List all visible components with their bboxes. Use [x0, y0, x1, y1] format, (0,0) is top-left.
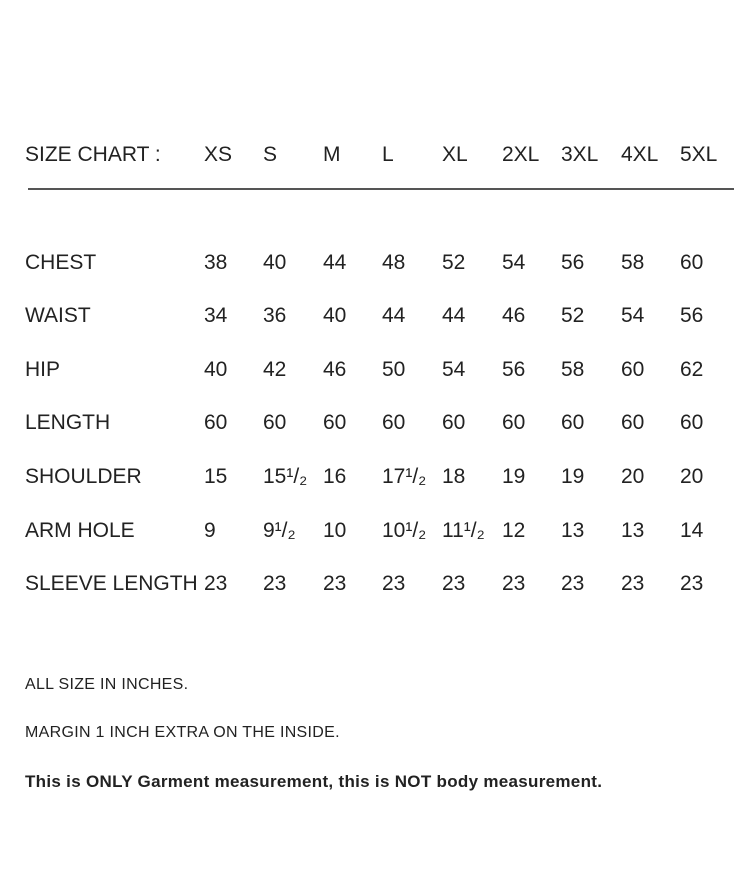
measure-row-arm-hole	[0, 516, 750, 546]
table-cell: 23	[680, 572, 704, 595]
table-cell: 9¹/₂	[263, 519, 296, 542]
table-cell: 16	[323, 465, 347, 488]
table-cell: 44	[442, 304, 466, 327]
size-chart-title: SIZE CHART :	[25, 143, 161, 166]
table-cell: 23	[442, 572, 466, 595]
size-header-4xl: 4XL	[621, 143, 659, 166]
table-cell: 44	[323, 251, 347, 274]
table-cell: 40	[323, 304, 347, 327]
table-cell: 15	[204, 465, 228, 488]
table-cell: 52	[561, 304, 585, 327]
measure-row-hip	[0, 355, 750, 385]
table-cell: 15¹/₂	[263, 465, 308, 488]
table-cell: 54	[621, 304, 645, 327]
table-cell: 50	[382, 358, 406, 381]
table-cell: 14	[680, 519, 704, 542]
table-cell: 18	[442, 465, 466, 488]
margin-note: MARGIN 1 INCH EXTRA ON THE INSIDE.	[25, 724, 340, 741]
table-cell: 58	[561, 358, 585, 381]
table-cell: 19	[502, 465, 526, 488]
table-cell: 17¹/₂	[382, 465, 427, 488]
table-cell: 60	[680, 251, 704, 274]
table-cell: 54	[442, 358, 466, 381]
table-cell: 12	[502, 519, 526, 542]
table-cell: 23	[621, 572, 645, 595]
table-cell: 38	[204, 251, 228, 274]
size-header-s: S	[263, 143, 278, 166]
row-label: HIP	[25, 358, 61, 381]
table-cell: 60	[680, 411, 704, 434]
size-header-xs: XS	[204, 143, 233, 166]
measure-row-shoulder	[0, 462, 750, 492]
size-header-2xl: 2XL	[502, 143, 540, 166]
table-cell: 46	[502, 304, 526, 327]
measure-row-chest	[0, 248, 750, 278]
measure-row-waist	[0, 301, 750, 331]
row-label: ARM HOLE	[25, 519, 135, 542]
table-cell: 44	[382, 304, 406, 327]
table-cell: 54	[502, 251, 526, 274]
table-cell: 60	[323, 411, 347, 434]
size-header-5xl: 5XL	[680, 143, 718, 166]
table-cell: 42	[263, 358, 287, 381]
table-cell: 60	[442, 411, 466, 434]
row-label: CHEST	[25, 251, 97, 274]
table-cell: 13	[621, 519, 645, 542]
table-cell: 23	[382, 572, 406, 595]
table-cell: 23	[204, 572, 228, 595]
row-label: WAIST	[25, 304, 91, 327]
size-header-row	[0, 140, 750, 170]
table-cell: 20	[680, 465, 704, 488]
table-cell: 23	[323, 572, 347, 595]
measure-row-sleeve-length	[0, 569, 750, 599]
table-cell: 56	[502, 358, 526, 381]
size-header-xl: XL	[442, 143, 468, 166]
header-divider	[28, 188, 734, 190]
table-cell: 13	[561, 519, 585, 542]
table-cell: 20	[621, 465, 645, 488]
table-cell: 60	[621, 411, 645, 434]
table-cell: 56	[561, 251, 585, 274]
size-header-3xl: 3XL	[561, 143, 599, 166]
table-cell: 48	[382, 251, 406, 274]
table-cell: 11¹/₂	[442, 519, 485, 542]
table-cell: 40	[263, 251, 287, 274]
table-cell: 23	[561, 572, 585, 595]
table-cell: 19	[561, 465, 585, 488]
table-cell: 60	[621, 358, 645, 381]
table-cell: 9	[204, 519, 216, 542]
table-cell: 60	[502, 411, 526, 434]
table-cell: 52	[442, 251, 466, 274]
table-cell: 60	[263, 411, 287, 434]
table-cell: 46	[323, 358, 347, 381]
table-cell: 58	[621, 251, 645, 274]
size-header-l: L	[382, 143, 394, 166]
table-cell: 23	[502, 572, 526, 595]
table-cell: 34	[204, 304, 228, 327]
units-note: ALL SIZE IN INCHES.	[25, 676, 189, 693]
table-cell: 36	[263, 304, 287, 327]
table-cell: 60	[204, 411, 228, 434]
table-cell: 62	[680, 358, 704, 381]
table-cell: 60	[561, 411, 585, 434]
table-cell: 10¹/₂	[382, 519, 427, 542]
size-header-m: M	[323, 143, 341, 166]
disclaimer-note: This is ONLY Garment measurement, this is NOT body measurement.	[25, 772, 603, 791]
table-cell: 23	[263, 572, 287, 595]
row-label: SLEEVE LENGTH	[25, 572, 198, 595]
table-cell: 56	[680, 304, 704, 327]
row-label: SHOULDER	[25, 465, 142, 488]
measure-row-length	[0, 408, 750, 438]
table-cell: 10	[323, 519, 347, 542]
row-label: LENGTH	[25, 411, 111, 434]
table-cell: 60	[382, 411, 406, 434]
table-cell: 40	[204, 358, 228, 381]
